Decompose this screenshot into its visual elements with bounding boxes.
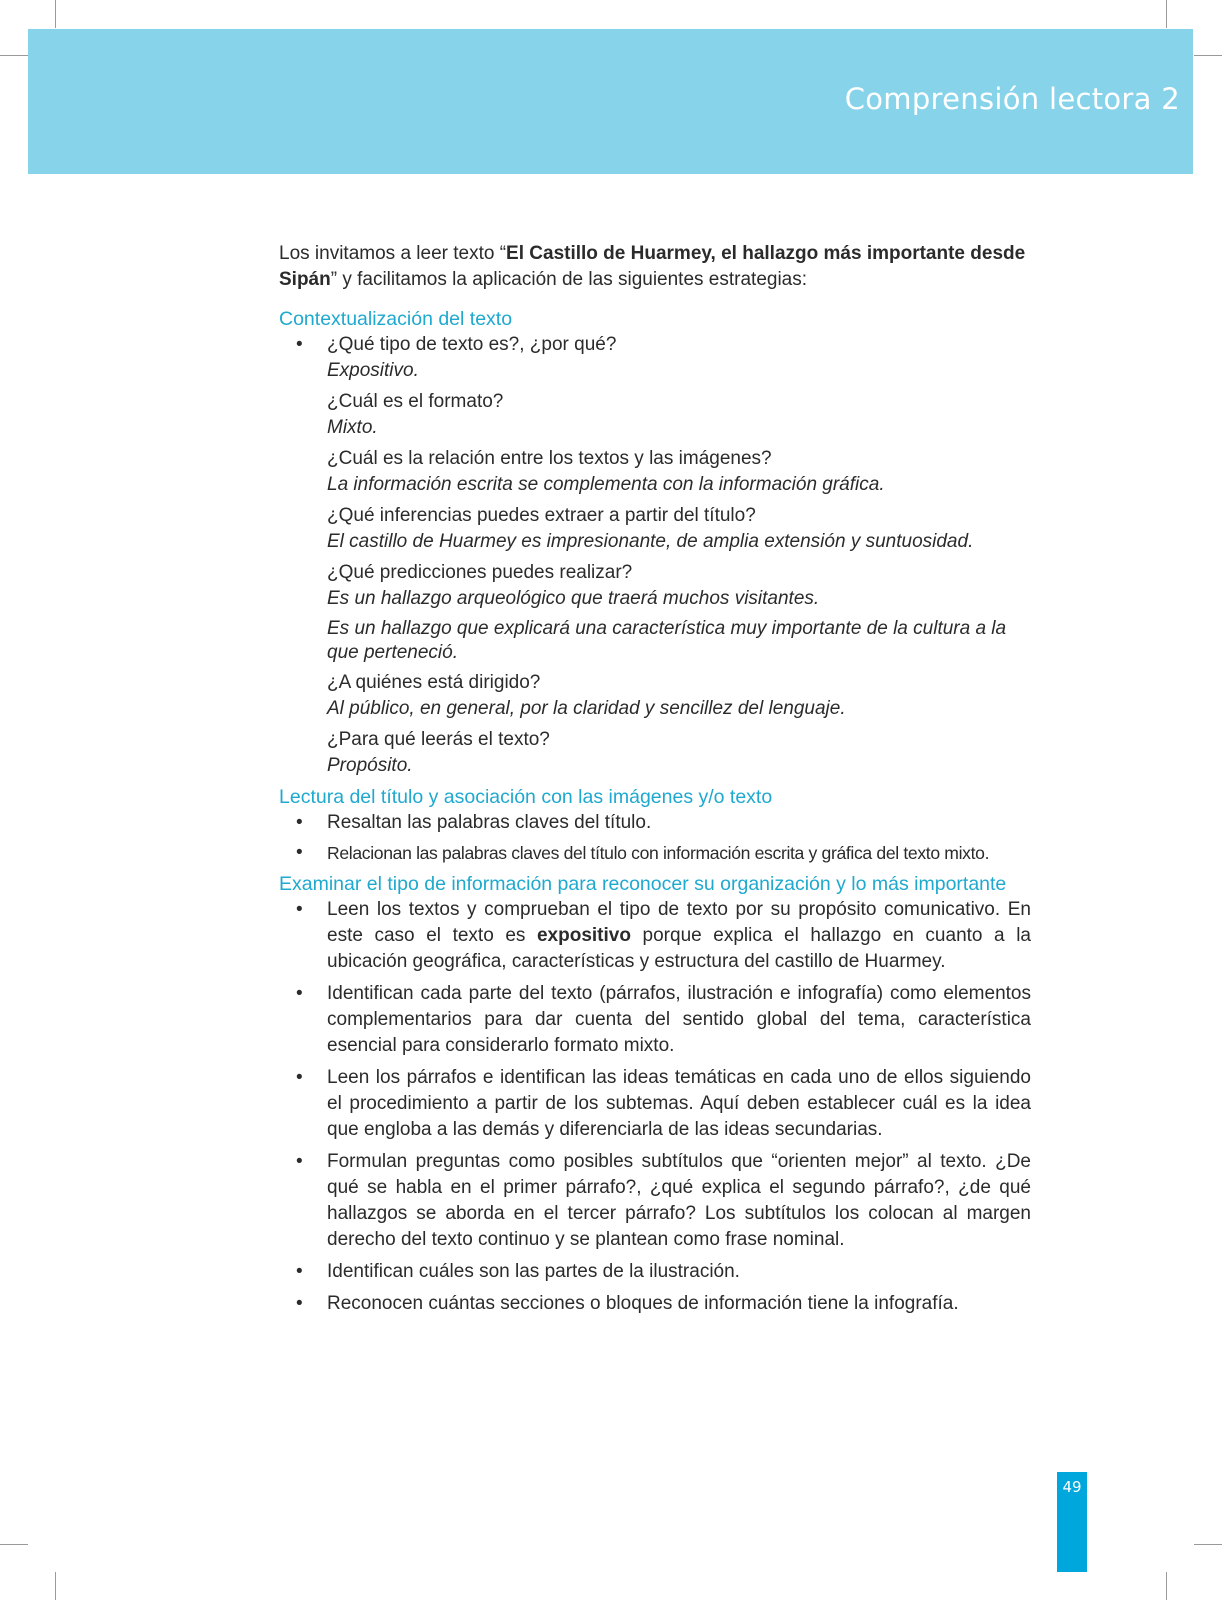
list-item xyxy=(296,1259,1031,1285)
list-item xyxy=(296,810,1031,836)
qa-item xyxy=(296,332,1031,384)
question: ¿Qué tipo de texto es?, ¿por qué? xyxy=(327,334,617,355)
question: ¿Para qué leerás el texto? xyxy=(327,729,550,750)
answer: La información escrita se complementa con la información gráfica. xyxy=(327,474,885,495)
list-item-text: Identifican cada parte del texto (párrafos, ilustración e infografía) como elementos complementarios para dar cuenta del sentido global del tema, característica esencial para considerarlo formato mixto. xyxy=(327,983,1031,1056)
question: ¿Qué predicciones puedes realizar? xyxy=(327,562,633,583)
examinar-list xyxy=(279,897,1031,1317)
question-list xyxy=(279,332,1031,779)
crop-mark xyxy=(1194,55,1222,56)
list-item-text: Formulan preguntas como posibles subtítulos que “orienten mejor” al texto. ¿De qué se habla en el primer párrafo?, ¿qué explica el segundo párrafo?, ¿de qué hallazgos se aborda en el tercer párrafo? Los subtítulos los colocan al margen derecho del texto continuo y se plantean como frase nominal. xyxy=(327,1151,1031,1250)
intro-bold-title: El Castillo de Huarmey, el hallazgo más importante desde xyxy=(506,243,1026,264)
list-item xyxy=(296,897,1031,975)
qa-item xyxy=(327,727,1031,779)
section-heading-contextualizacion: Contextualización del texto xyxy=(279,308,513,330)
crop-mark xyxy=(55,0,56,28)
list-item xyxy=(296,981,1031,1059)
answer: El castillo de Huarmey es impresionante, de amplia extensión y suntuosidad. xyxy=(327,531,974,552)
list-item-text: Identifican cuáles son las partes de la ilustración. xyxy=(327,1261,740,1282)
qa-item xyxy=(327,670,1031,722)
crop-mark xyxy=(1194,1544,1222,1545)
answer: Propósito. xyxy=(327,755,413,776)
section-heading-examinar: Examinar el tipo de información para reconocer su organización y lo más importante xyxy=(279,873,1007,895)
list-item-text: Relacionan las palabras claves del título con información escrita y gráfica del texto mixto. xyxy=(327,843,990,863)
list-item xyxy=(296,1149,1031,1253)
question: ¿Qué inferencias puedes extraer a partir del título? xyxy=(327,505,756,526)
question: ¿Cuál es la relación entre los textos y las imágenes? xyxy=(327,448,772,469)
question: ¿Cuál es el formato? xyxy=(327,391,504,412)
bullet-icon: • xyxy=(296,1261,303,1282)
list-item-text: Leen los textos y comprueban el tipo de texto por su propósito comunicativo. En este caso el texto es xyxy=(327,899,1031,946)
main-content xyxy=(279,241,1031,1323)
page-number: 49 xyxy=(1062,1478,1082,1496)
bullet-icon: • xyxy=(296,812,303,833)
list-item-text: porque explica el hallazgo en cuanto a la ubicación geográfica, características y estructura del castillo de Huarmey. xyxy=(327,925,1031,972)
qa-item xyxy=(327,503,1031,555)
list-item-text: Reconocen cuántas secciones o bloques de información tiene la infografía. xyxy=(327,1293,959,1314)
bullet-icon: • xyxy=(296,983,303,1004)
list-item xyxy=(296,1291,1031,1317)
intro-paragraph xyxy=(279,241,1031,293)
answer: Expositivo. xyxy=(327,360,419,381)
question: ¿A quiénes está dirigido? xyxy=(327,672,541,693)
list-item xyxy=(296,840,1031,867)
crop-mark xyxy=(0,55,28,56)
page-header-title: Comprensión lectora 2 xyxy=(844,82,1180,116)
answer: Mixto. xyxy=(327,417,378,438)
bullet-icon: • xyxy=(296,1151,303,1172)
answer: Es un hallazgo arqueológico que traerá muchos visitantes. xyxy=(327,588,820,609)
crop-mark xyxy=(55,1572,56,1600)
crop-mark xyxy=(1166,0,1167,28)
crop-mark xyxy=(0,1544,28,1545)
section-heading-lectura: Lectura del título y asociación con las imágenes y/o texto xyxy=(279,786,773,808)
qa-item xyxy=(327,389,1031,441)
bullet-icon: • xyxy=(296,334,303,355)
bullet-icon: • xyxy=(296,1067,303,1088)
qa-item xyxy=(327,560,1031,665)
list-item-bold: expositivo xyxy=(536,925,631,946)
intro-bold-title-end: Sipán xyxy=(279,269,331,290)
crop-mark xyxy=(1166,1572,1167,1600)
bullet-icon: • xyxy=(296,1293,303,1314)
intro-text-end: ” y facilitamos la aplicación de las siguientes estrategias: xyxy=(330,269,808,290)
bullet-icon: • xyxy=(296,899,303,920)
list-item-text: Resaltan las palabras claves del título. xyxy=(327,812,652,833)
list-item-text: Leen los párrafos e identifican las ideas temáticas en cada uno de ellos siguiendo el procedimiento a partir de los subtemas. Aquí deben establecer cuál es la idea que engloba a las demás y diferenciarla de las ideas secundarias. xyxy=(327,1067,1031,1140)
bullet-icon: • xyxy=(296,842,303,863)
qa-item xyxy=(327,446,1031,498)
answer: Al público, en general, por la claridad y sencillez del lenguaje. xyxy=(327,698,846,719)
list-item xyxy=(296,1065,1031,1143)
lectura-list xyxy=(279,810,1031,867)
answer: Es un hallazgo que explicará una característica muy importante de la cultura a la que perteneció. xyxy=(327,618,1007,663)
intro-text: Los invitamos a leer texto “ xyxy=(279,243,507,264)
